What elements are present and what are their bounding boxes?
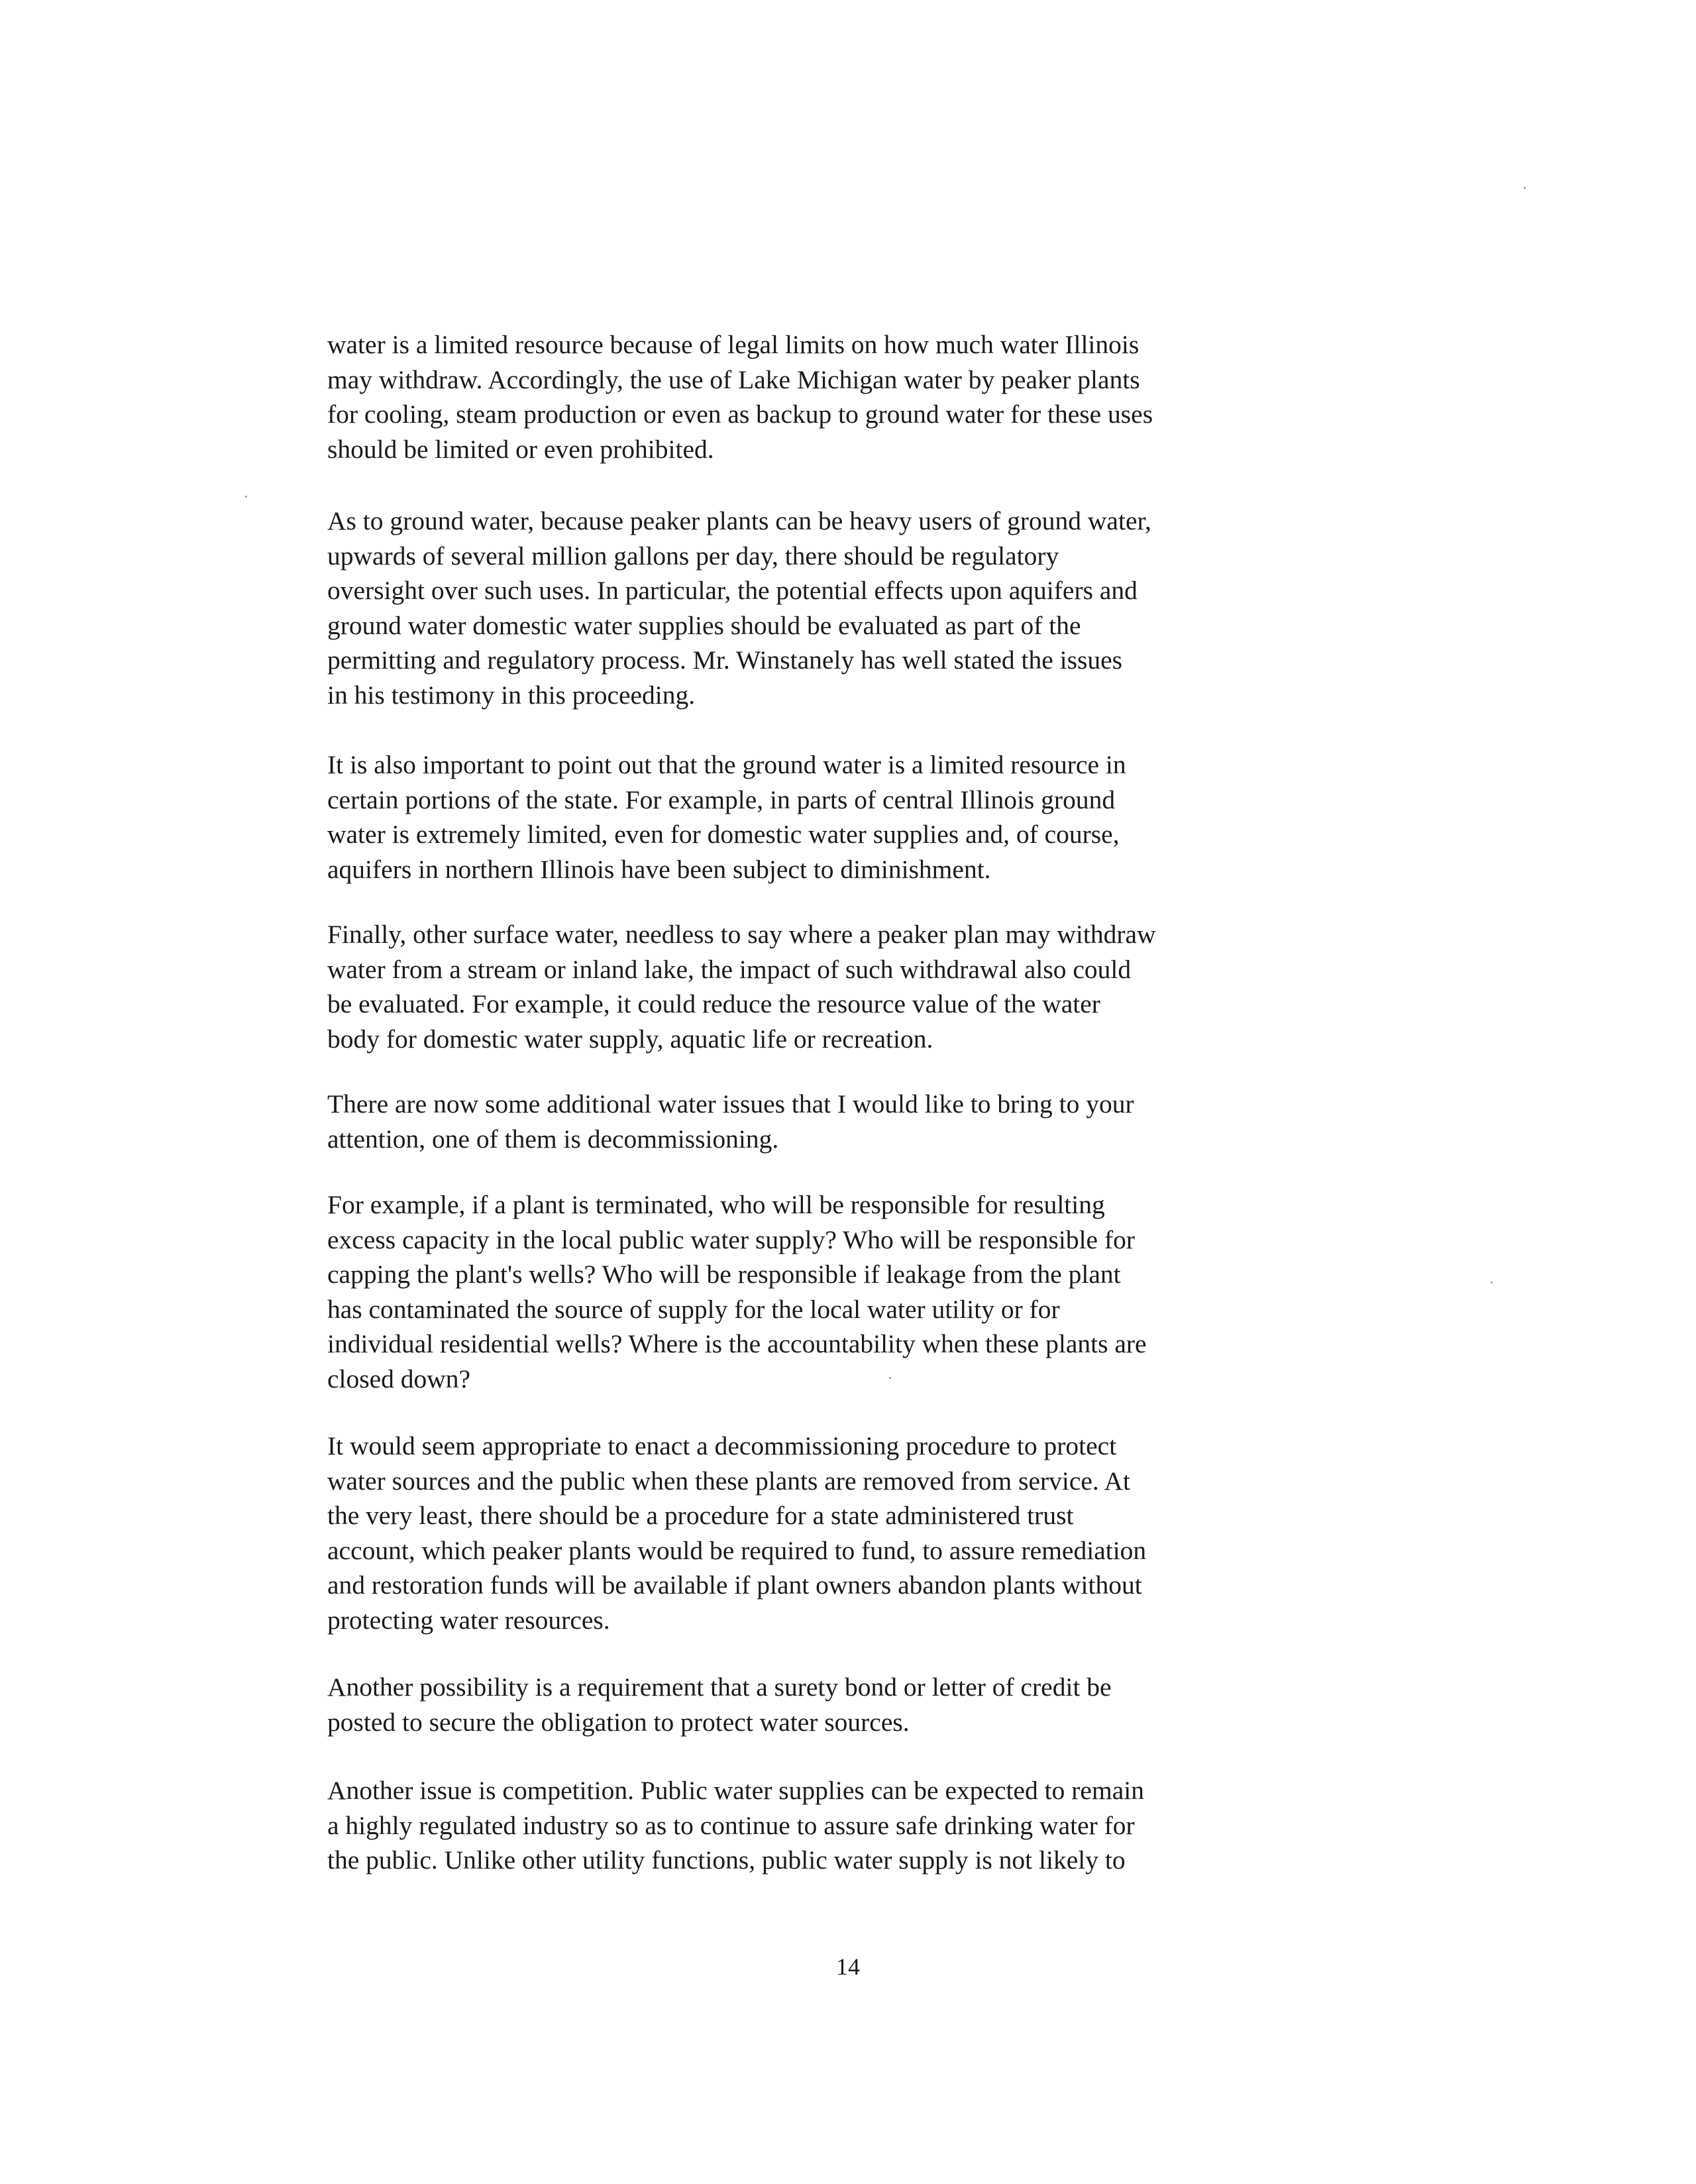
paragraph: [327, 504, 1314, 712]
paragraph: [327, 1087, 1314, 1156]
text-line: For example, if a plant is terminated, who will be responsible for resulting: [327, 1190, 1105, 1219]
text-line: attention, one of them is decommissioning.: [327, 1124, 779, 1154]
text-line: individual residential wells? Where is the accountability when these plants are: [327, 1329, 1147, 1358]
paragraph: [327, 1670, 1314, 1739]
text-line: It would seem appropriate to enact a decommissioning procedure to protect: [327, 1431, 1117, 1460]
paragraph: [327, 917, 1314, 1056]
paragraph: [327, 747, 1314, 887]
text-line: aquifers in northern Illinois have been subject to diminishment.: [327, 854, 991, 884]
text-line: protecting water resources.: [327, 1605, 610, 1635]
paragraph: [327, 327, 1314, 466]
text-line: Finally, other surface water, needless to say where a peaker plan may withdraw: [327, 920, 1156, 949]
text-line: capping the plant's wells? Who will be responsible if leakage from the plant: [327, 1260, 1121, 1289]
scan-speck: [245, 496, 247, 498]
scan-speck: [1524, 187, 1526, 189]
page-number: 14: [836, 1953, 860, 1980]
text-line: closed down?: [327, 1364, 471, 1393]
text-line: may withdraw. Accordingly, the use of Lake Michigan water by peaker plants: [327, 364, 1140, 394]
text-line: should be limited or even prohibited.: [327, 434, 714, 464]
text-line: the public. Unlike other utility functions, public water supply is not likely to: [327, 1845, 1126, 1875]
text-line: account, which peaker plants would be required to fund, to assure remediation: [327, 1535, 1147, 1565]
text-line: upwards of several million gallons per day, there should be regulatory: [327, 541, 1059, 571]
text-line: It is also important to point out that the ground water is a limited resource in: [327, 750, 1126, 779]
text-line: a highly regulated industry so as to continue to assure safe drinking water for: [327, 1810, 1135, 1840]
paragraph: [327, 1773, 1314, 1878]
text-line: be evaluated. For example, it could reduce the resource value of the water: [327, 989, 1100, 1018]
text-line: As to ground water, because peaker plants can be heavy users of ground water,: [327, 506, 1151, 535]
text-line: has contaminated the source of supply for the local water utility or for: [327, 1294, 1060, 1324]
text-line: and restoration funds will be available if plant owners abandon plants without: [327, 1570, 1142, 1600]
text-line: ground water domestic water supplies should be evaluated as part of the: [327, 610, 1081, 640]
text-line: water is a limited resource because of legal limits on how much water Illinois: [327, 330, 1140, 359]
paragraph: [327, 1429, 1314, 1637]
text-line: permitting and regulatory process. Mr. Winstanely has well stated the issues: [327, 645, 1122, 675]
text-line: in his testimony in this proceeding.: [327, 680, 696, 710]
paragraph: [327, 1187, 1314, 1396]
text-line: Another possibility is a requirement that a surety bond or letter of credit be: [327, 1672, 1112, 1702]
text-line: water is extremely limited, even for domestic water supplies and, of course,: [327, 820, 1120, 849]
text-line: the very least, there should be a procedure for a state administered trust: [327, 1501, 1074, 1530]
text-line: water sources and the public when these plants are removed from service. At: [327, 1466, 1131, 1496]
text-line: excess capacity in the local public water supply? Who will be responsible for: [327, 1225, 1136, 1254]
text-line: for cooling, steam production or even as backup to ground water for these uses: [327, 400, 1153, 429]
text-line: posted to secure the obligation to protect water sources.: [327, 1707, 910, 1737]
text-line: body for domestic water supply, aquatic life or recreation.: [327, 1024, 933, 1054]
text-line: Another issue is competition. Public water supplies can be expected to remain: [327, 1776, 1144, 1805]
scan-speck: [1491, 1282, 1493, 1283]
text-line: There are now some additional water issues that I would like to bring to your: [327, 1089, 1134, 1119]
text-line: oversight over such uses. In particular, the potential effects upon aquifers and: [327, 576, 1138, 605]
text-line: water from a stream or inland lake, the impact of such withdrawal also could: [327, 954, 1132, 984]
text-line: certain portions of the state. For example, in parts of central Illinois ground: [327, 785, 1116, 814]
